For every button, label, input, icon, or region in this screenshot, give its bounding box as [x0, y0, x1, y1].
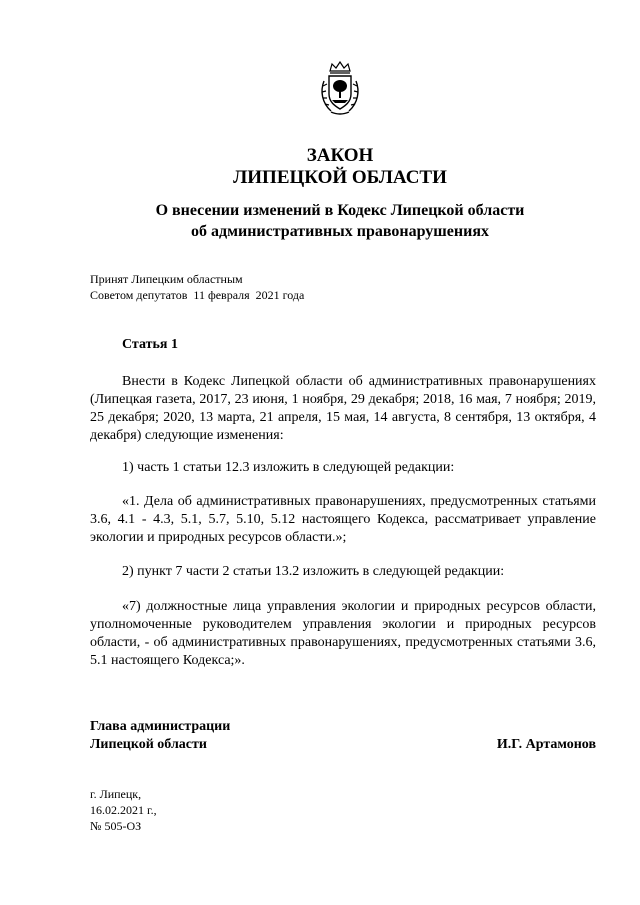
- coat-of-arms-icon: [319, 61, 361, 117]
- article-paragraph: Внести в Кодекс Липецкой области об административных правонарушениях (Липецкая газета, 2017, 23 июня, 1 ноября, 29 декабря; 2018, 16 мая, 7 ноября; 2019, 25 декабря; 2020, 13 марта, 21 апреля, 15 мая, 14 августа, 8 сентября, 13 октября, 4 декабря) следующие изменения:: [90, 374, 596, 443]
- article-paragraph: «7) должностные лица управления экологии и природных ресурсов области, уполномоченные руководителем управления экологии и природных ресурсов области, - об административных правонарушениях, предусмотренных статьями 3.6, 5.1 настоящего Кодекса;».: [90, 599, 596, 668]
- adoption-note-line1: Принят Липецким областным: [90, 272, 243, 286]
- adoption-note: [90, 271, 304, 303]
- signer-name: И.Г. Артамонов: [496, 737, 596, 752]
- signer-position-line1: Глава администрации: [90, 719, 231, 734]
- article-heading: Статья 1: [122, 337, 178, 352]
- article-paragraph: «1. Дела об административных правонарушениях, предусмотренных статьями 3.6, 4.1 - 4.3, 5.1, 5.7, 5.10, 5.12 настоящего Кодекса, рассматривает управление экологии и природных ресурсов области.»;: [90, 494, 596, 545]
- footer-city: г. Липецк,: [90, 787, 142, 801]
- adoption-note-line2: Советом депутатов 11 февраля 2021 года: [90, 288, 305, 302]
- article-paragraph: 1) часть 1 статьи 12.3 изложить в следующей редакции:: [122, 460, 455, 475]
- footer-number: № 505-ОЗ: [90, 819, 142, 833]
- law-subject-line2: об административных правонарушениях: [191, 223, 489, 240]
- law-title: ЗАКОН: [306, 145, 374, 166]
- footer-date: 16.02.2021 г.,: [90, 803, 157, 817]
- law-subject-line1: О внесении изменений в Кодекс Липецкой области: [155, 202, 525, 219]
- signer-position-line2: Липецкой области: [90, 737, 207, 752]
- article-paragraph: 2) пункт 7 части 2 статьи 13.2 изложить в следующей редакции:: [122, 564, 505, 579]
- law-region: ЛИПЕЦКОЙ ОБЛАСТИ: [233, 167, 447, 188]
